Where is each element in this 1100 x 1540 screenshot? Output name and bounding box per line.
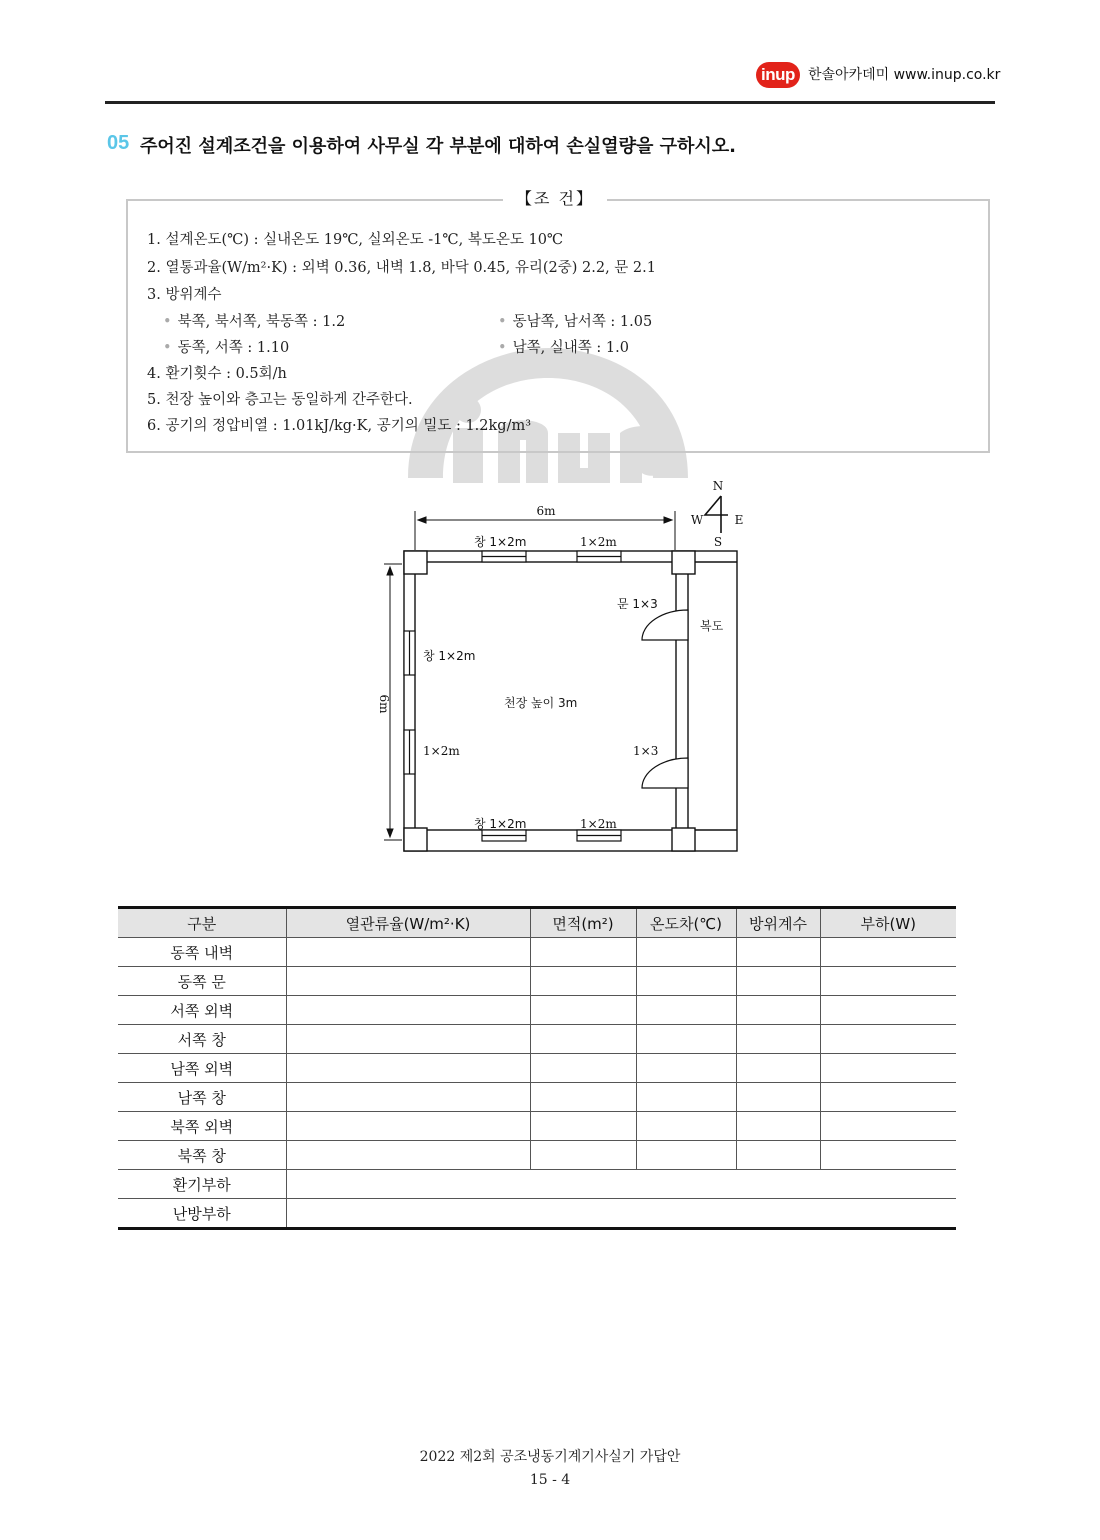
width-dim-label: 6m <box>536 504 556 518</box>
doors <box>642 610 688 788</box>
header-area: 면적(m²) <box>530 908 636 938</box>
door-2-label: 1×3 <box>633 744 659 758</box>
header-rule <box>105 101 995 104</box>
row-label: 동쪽 내벽 <box>118 938 286 967</box>
conditions-title: 【조 건】 <box>503 186 607 209</box>
table-row-heating <box>118 1199 956 1229</box>
compass-e: E <box>734 513 744 527</box>
north-windows <box>482 551 621 562</box>
orientation-bullet: • 동남쪽, 남서쪽 : 1.05 <box>498 314 653 330</box>
heat-loss-table <box>118 906 956 1230</box>
table-row <box>118 1083 956 1112</box>
row-label: 서쪽 창 <box>118 1025 286 1054</box>
height-dim-label: 6m <box>377 694 391 714</box>
west-window-1-label: 창 1×2m <box>423 649 476 663</box>
condition-u-values: 2. 열통과율(W/m²·K) : 외벽 0.36, 내벽 1.8, 바닥 0.45, 유리(2중) 2.2, 문 2.1 <box>147 260 656 276</box>
door-1-label: 문 1×3 <box>617 597 658 611</box>
site-name: 한솔아카데미 www.inup.co.kr <box>808 67 1001 83</box>
header-category: 구분 <box>118 908 286 938</box>
row-label: 북쪽 창 <box>118 1141 286 1170</box>
north-window-1-label: 창 1×2m <box>474 535 527 549</box>
page-number: 15 - 4 <box>529 1472 571 1488</box>
header-u-value: 열관류율(W/m²·K) <box>286 908 530 938</box>
row-label: 난방부하 <box>118 1199 286 1229</box>
west-windows <box>404 631 415 774</box>
row-label: 북쪽 외벽 <box>118 1112 286 1141</box>
orientation-bullet: • 남쪽, 실내쪽 : 1.0 <box>498 340 629 356</box>
table-row <box>118 1112 956 1141</box>
row-label: 남쪽 창 <box>118 1083 286 1112</box>
header-load: 부하(W) <box>820 908 956 938</box>
north-window-2-label: 1×2m <box>580 535 617 549</box>
compass-s: S <box>713 535 723 549</box>
floor-plan <box>370 478 770 858</box>
compass-icon <box>705 496 728 533</box>
row-label: 환기부하 <box>118 1170 286 1199</box>
orientation-bullet: • 동쪽, 서쪽 : 1.10 <box>163 340 290 356</box>
compass-n: N <box>712 479 724 493</box>
ceiling-height-label: 천장 높이 3m <box>504 696 578 710</box>
orientation-bullet: • 북쪽, 북서쪽, 북동쪽 : 1.2 <box>163 314 346 330</box>
condition-orientation: 3. 방위계수 <box>147 287 222 303</box>
condition-air-changes: 4. 환기횟수 : 0.5회/h <box>147 366 287 382</box>
row-label: 동쪽 문 <box>118 967 286 996</box>
question-number: 05 <box>107 132 130 154</box>
table-row <box>118 938 956 967</box>
row-label: 서쪽 외벽 <box>118 996 286 1025</box>
inup-logo: inup <box>756 62 800 88</box>
condition-design-temp: 1. 설계온도(℃) : 실내온도 19℃, 실외온도 -1℃, 복도온도 10℃ <box>147 232 564 248</box>
table-row-ventilation <box>118 1170 956 1199</box>
table-row <box>118 1141 956 1170</box>
table-row <box>118 996 956 1025</box>
header-orientation-factor: 방위계수 <box>736 908 820 938</box>
south-window-1-label: 창 1×2m <box>474 817 527 831</box>
compass-w: W <box>690 513 704 527</box>
table-header-row <box>118 908 956 938</box>
table-row <box>118 967 956 996</box>
south-windows <box>482 830 621 841</box>
condition-air-properties: 6. 공기의 정압비열 : 1.01kJ/kg·K, 공기의 밀도 : 1.2kg/m³ <box>147 418 532 434</box>
condition-ceiling: 5. 천장 높이와 층고는 동일하게 간주한다. <box>147 392 413 408</box>
south-window-2-label: 1×2m <box>580 817 617 831</box>
row-label: 남쪽 외벽 <box>118 1054 286 1083</box>
west-window-2-label: 1×2m <box>423 744 460 758</box>
corridor-label: 복도 <box>700 619 724 633</box>
header-temp-diff: 온도차(℃) <box>636 908 736 938</box>
question-text: 주어진 설계조건을 이용하여 사무실 각 부분에 대하여 손실열량을 구하시오. <box>140 136 736 157</box>
footer-title: 2022 제2회 공조냉동기계기사실기 가답안 <box>419 1449 681 1465</box>
table-row <box>118 1025 956 1054</box>
table-row <box>118 1054 956 1083</box>
